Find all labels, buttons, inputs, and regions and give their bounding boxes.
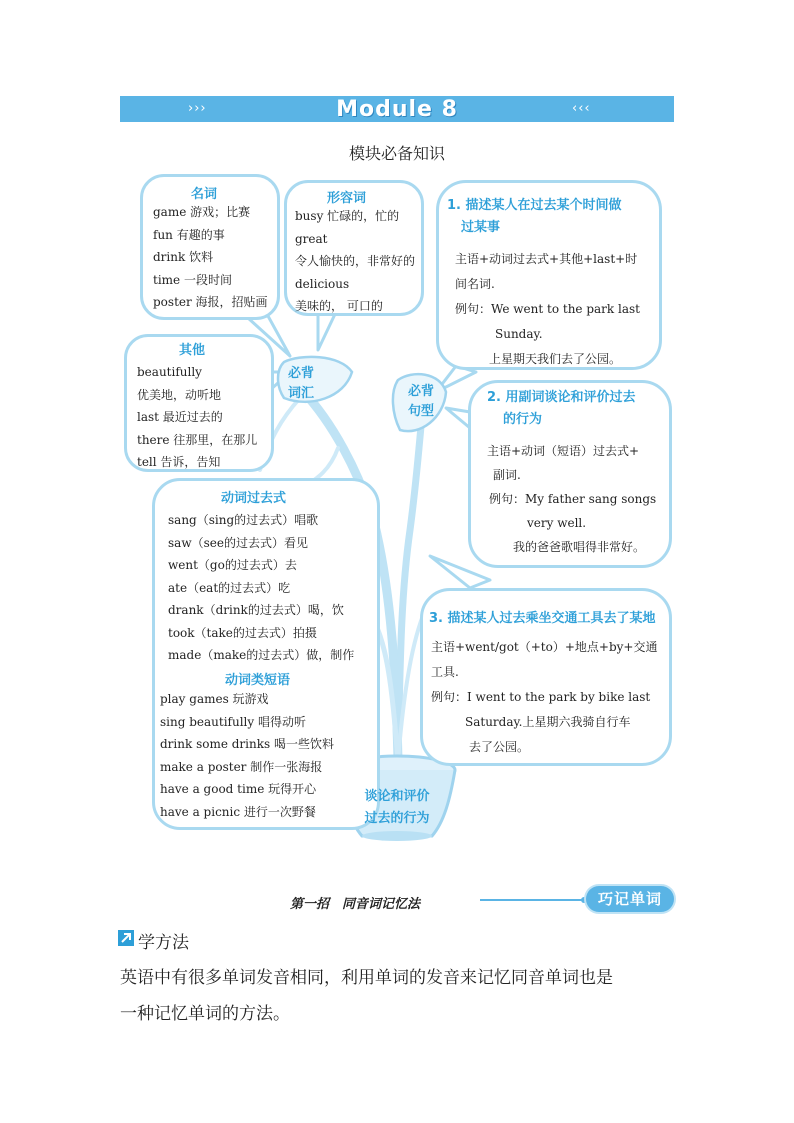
tip-label: 第一招 同音词记忆法 — [290, 897, 421, 912]
list-item: 优美地，动听地 — [137, 387, 222, 402]
module-title: Module 8 — [336, 97, 458, 122]
list-item: took（take的过去式）拍摄 — [168, 625, 317, 640]
text-line: 上星期天我们去了公园。 — [489, 352, 622, 366]
list-item: delicious — [295, 276, 350, 291]
list-item: 令人愉快的，非常好的 — [295, 254, 416, 268]
nouns-bubble — [140, 174, 280, 320]
list-item: have a picnic 进行一次野餐 — [160, 804, 316, 819]
method-text-line-1: 英语中有很多单词发音相同，利用单词的发音来记忆同音单词也是 — [120, 968, 613, 988]
label-line: 必背 — [288, 366, 315, 381]
text-line: 副词. — [493, 468, 521, 482]
list-item: game 游戏；比赛 — [153, 205, 251, 219]
list-item: tell 告诉，告知 — [137, 455, 221, 469]
list-item: drink 饮料 — [153, 250, 214, 264]
list-item: poster 海报，招贴画 — [153, 295, 268, 309]
text-line: Sunday. — [495, 327, 543, 341]
list-item: saw（see的过去式）看见 — [168, 535, 308, 550]
pattern-2-title — [487, 387, 636, 431]
pot-label — [346, 786, 448, 830]
list-item: fun 有趣的事 — [153, 227, 225, 242]
nouns-title: 名词 — [191, 187, 218, 202]
adjectives-list — [295, 205, 415, 318]
label-line: 必背 — [408, 384, 435, 399]
title-line: 2. 用副词谈论和评价过去 — [487, 390, 636, 405]
chevrons-right-icon: ‹‹‹ — [572, 101, 591, 116]
text-line: 例句：We went to the park last — [455, 302, 640, 316]
label-line: 词汇 — [288, 386, 315, 401]
pattern-3-body — [431, 635, 657, 760]
text-line: 主语+went/got（+to）+地点+by+交通 — [431, 640, 658, 654]
pattern-3-title: 3. 描述某人过去乘坐交通工具去了某地 — [429, 611, 656, 626]
pattern-3-bubble — [420, 588, 672, 766]
title-line: 1. 描述某人在过去某个时间做 — [447, 198, 622, 213]
pattern-1-body — [455, 247, 640, 372]
text-line: 我的爸爸歌唱得非常好。 — [513, 540, 646, 554]
label-line: 过去的行为 — [364, 811, 430, 826]
list-item: there 往那里，在那儿 — [137, 432, 258, 447]
title-line: 的行为 — [503, 412, 543, 427]
text-line: 工具. — [431, 665, 459, 679]
list-item: great — [295, 231, 328, 246]
pattern-1-bubble — [436, 180, 662, 370]
text-line: very well. — [527, 516, 587, 530]
list-item: last 最近过去的 — [137, 410, 223, 424]
others-title: 其他 — [179, 343, 206, 358]
list-item: sang（sing的过去式）唱歌 — [168, 513, 319, 527]
past-verbs-list — [168, 509, 354, 667]
text-line: 例句：I went to the park by bike last — [431, 690, 651, 704]
page-subtitle: 模块必备知识 — [348, 144, 445, 163]
list-item: went（go的过去式）去 — [168, 558, 297, 572]
text-line: 间名词. — [455, 277, 495, 291]
method-title: 学方法 — [138, 933, 189, 953]
arrow-up-right-icon — [118, 930, 134, 946]
method-text-line-2: 一种记忆单词的方法。 — [120, 1004, 290, 1024]
pattern-1-title — [447, 195, 622, 239]
label-line: 句型 — [408, 404, 435, 419]
list-item: drank（drink的过去式）喝，饮 — [168, 603, 344, 617]
list-item: busy 忙碌的，忙的 — [295, 209, 400, 223]
phrases-title: 动词类短语 — [225, 673, 291, 688]
list-item: 美味的， 可口的 — [295, 299, 383, 313]
text-line: 主语+动词过去式+其他+last+时 — [455, 252, 638, 266]
verbs-bubble — [152, 478, 380, 830]
text-line: 去了公园。 — [469, 740, 530, 754]
pattern-2-body — [487, 439, 656, 559]
text-line: Saturday.上星期六我骑自行车 — [465, 715, 631, 729]
text-line: 例句：My father sang songs — [489, 492, 657, 506]
list-item: drink some drinks 喝一些饮料 — [160, 737, 334, 751]
others-list — [137, 361, 257, 474]
pattern-2-bubble — [468, 380, 672, 568]
list-item: ate（eat的过去式）吃 — [168, 580, 291, 595]
chevrons-left-icon: ››› — [188, 101, 207, 116]
tip-badge: 巧记单词 — [586, 886, 674, 912]
others-bubble — [124, 334, 274, 472]
text-line: 主语+动词（短语）过去式+ — [487, 444, 640, 458]
title-line: 过某事 — [461, 220, 501, 235]
label-line: 谈论和评价 — [364, 789, 430, 804]
adjectives-bubble — [284, 180, 424, 316]
list-item: have a good time 玩得开心 — [160, 782, 317, 796]
nouns-list — [153, 201, 268, 314]
list-item: time 一段时间 — [153, 272, 232, 287]
list-item: beautifully — [137, 365, 202, 379]
sentence-leaf-label — [408, 382, 434, 422]
past-verbs-title: 动词过去式 — [221, 491, 287, 506]
list-item: made（make的过去式）做，制作 — [168, 648, 355, 662]
list-item: play games 玩游戏 — [160, 692, 269, 706]
vocab-leaf-label — [288, 364, 314, 404]
phrases-list — [160, 688, 334, 823]
adjectives-title: 形容词 — [327, 191, 367, 206]
list-item: sing beautifully 唱得动听 — [160, 714, 306, 729]
list-item: make a poster 制作一张海报 — [160, 759, 323, 774]
